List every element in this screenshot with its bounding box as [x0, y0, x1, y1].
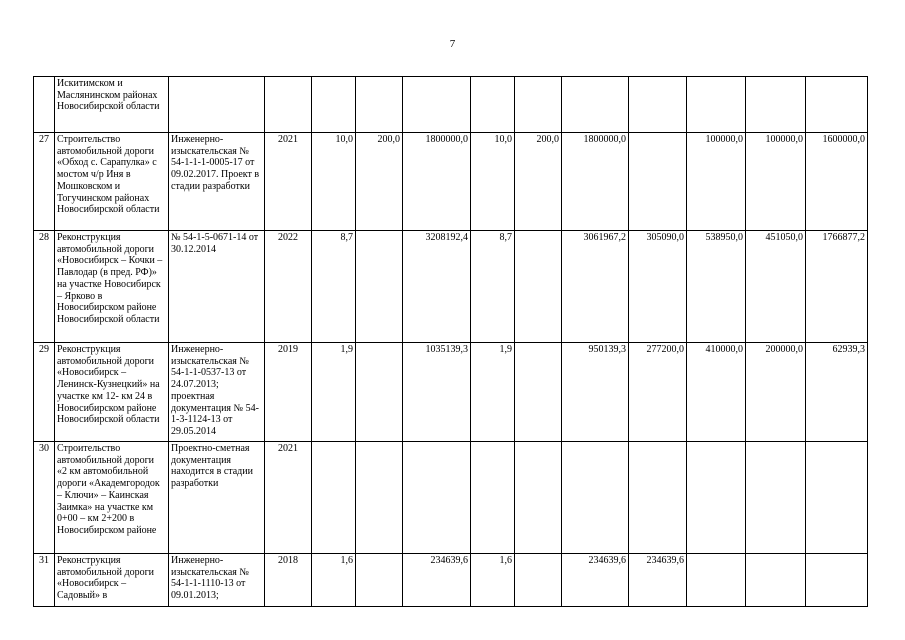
length-km-2 — [471, 77, 515, 133]
funding-remaining: 1766877,2 — [806, 231, 868, 343]
document-info: Инженерно-изыскательская № 54-1-1-1-0005-17 от 09.02.2017. Проект в стадии разработки — [169, 133, 265, 231]
document-info: Инженерно-изыскательская № 54-1-1-0537-13 от 24.07.2013; проектная документация № 54-1-3-1124-13 от 29.05.2014 — [169, 343, 265, 442]
cost-2 — [562, 442, 629, 554]
funding-remaining — [806, 77, 868, 133]
row-number: 31 — [34, 554, 55, 607]
funding-remaining: 62939,3 — [806, 343, 868, 442]
funding-remaining — [806, 554, 868, 607]
table-row — [34, 442, 868, 554]
bridge-length-2: 200,0 — [515, 133, 562, 231]
funding-year-1: 277200,0 — [629, 343, 687, 442]
document-info: Инженерно-изыскательская № 54-1-1-1110-13 от 09.01.2013; — [169, 554, 265, 607]
year-cell: 2022 — [265, 231, 312, 343]
table-row — [34, 343, 868, 442]
funding-year-3: 200000,0 — [746, 343, 806, 442]
funding-year-1: 305090,0 — [629, 231, 687, 343]
total-cost — [403, 77, 471, 133]
roads-table — [33, 76, 868, 607]
total-cost: 3208192,4 — [403, 231, 471, 343]
document-info — [169, 77, 265, 133]
document-info: № 54-1-5-0671-14 от 30.12.2014 — [169, 231, 265, 343]
bridge-length — [356, 442, 403, 554]
length-km: 8,7 — [312, 231, 356, 343]
funding-year-2: 100000,0 — [687, 133, 746, 231]
length-km — [312, 442, 356, 554]
total-cost — [403, 442, 471, 554]
table-row — [34, 231, 868, 343]
funding-remaining — [806, 442, 868, 554]
bridge-length-2 — [515, 77, 562, 133]
bridge-length — [356, 343, 403, 442]
funding-year-1 — [629, 133, 687, 231]
bridge-length-2 — [515, 231, 562, 343]
length-km-2: 8,7 — [471, 231, 515, 343]
object-name: Реконструкция автомобильной дороги «Новосибирск – Садовый» в — [55, 554, 169, 607]
cost-2: 234639,6 — [562, 554, 629, 607]
row-number: 28 — [34, 231, 55, 343]
document-info: Проектно-сметная документация находится в стадии разработки — [169, 442, 265, 554]
length-km: 10,0 — [312, 133, 356, 231]
cost-2: 950139,3 — [562, 343, 629, 442]
object-name: Реконструкция автомобильной дороги «Новосибирск – Кочки – Павлодар (в пред. РФ)» на участке Новосибирск – Ярково в Новосибирском районе Новосибирской области — [55, 231, 169, 343]
bridge-length: 200,0 — [356, 133, 403, 231]
object-name: Строительство автомобильной дороги «Обход с. Сарапулка» с мостом ч/р Иня в Мошковском и Тогучинском районах Новосибирской области — [55, 133, 169, 231]
funding-year-3 — [746, 554, 806, 607]
funding-year-2: 410000,0 — [687, 343, 746, 442]
bridge-length — [356, 231, 403, 343]
cost-2 — [562, 77, 629, 133]
funding-year-1: 234639,6 — [629, 554, 687, 607]
year-cell: 2018 — [265, 554, 312, 607]
bridge-length-2 — [515, 442, 562, 554]
cost-2: 1800000,0 — [562, 133, 629, 231]
row-number — [34, 77, 55, 133]
funding-year-2 — [687, 442, 746, 554]
length-km-2 — [471, 442, 515, 554]
funding-year-2: 538950,0 — [687, 231, 746, 343]
year-cell: 2021 — [265, 133, 312, 231]
bridge-length-2 — [515, 343, 562, 442]
length-km-2: 1,6 — [471, 554, 515, 607]
length-km: 1,6 — [312, 554, 356, 607]
bridge-length — [356, 554, 403, 607]
year-cell: 2021 — [265, 442, 312, 554]
object-name: Искитимском и Маслянинском районах Новосибирской области — [55, 77, 169, 133]
bridge-length-2 — [515, 554, 562, 607]
row-number: 29 — [34, 343, 55, 442]
length-km: 1,9 — [312, 343, 356, 442]
bridge-length — [356, 77, 403, 133]
table-row — [34, 554, 868, 607]
table-row — [34, 77, 868, 133]
object-name: Реконструкция автомобильной дороги «Новосибирск – Ленинск-Кузнецкий» на участке км 12- км 24 в Новосибирском районе Новосибирской области — [55, 343, 169, 442]
length-km-2: 1,9 — [471, 343, 515, 442]
table-row — [34, 133, 868, 231]
funding-year-2 — [687, 77, 746, 133]
object-name: Строительство автомобильной дороги «2 км автомобильной дороги «Академгородок – Ключи» – Каинская Заимка» на участке км 0+00 – км 2+200 в Новосибирском районе — [55, 442, 169, 554]
row-number: 30 — [34, 442, 55, 554]
funding-year-3: 451050,0 — [746, 231, 806, 343]
funding-year-1 — [629, 77, 687, 133]
funding-remaining: 1600000,0 — [806, 133, 868, 231]
funding-year-3 — [746, 77, 806, 133]
funding-year-1 — [629, 442, 687, 554]
page-number: 7 — [449, 38, 456, 50]
length-km-2: 10,0 — [471, 133, 515, 231]
funding-year-2 — [687, 554, 746, 607]
funding-year-3: 100000,0 — [746, 133, 806, 231]
funding-year-3 — [746, 442, 806, 554]
year-cell — [265, 77, 312, 133]
total-cost: 1035139,3 — [403, 343, 471, 442]
total-cost: 234639,6 — [403, 554, 471, 607]
length-km — [312, 77, 356, 133]
year-cell: 2019 — [265, 343, 312, 442]
row-number: 27 — [34, 133, 55, 231]
cost-2: 3061967,2 — [562, 231, 629, 343]
total-cost: 1800000,0 — [403, 133, 471, 231]
